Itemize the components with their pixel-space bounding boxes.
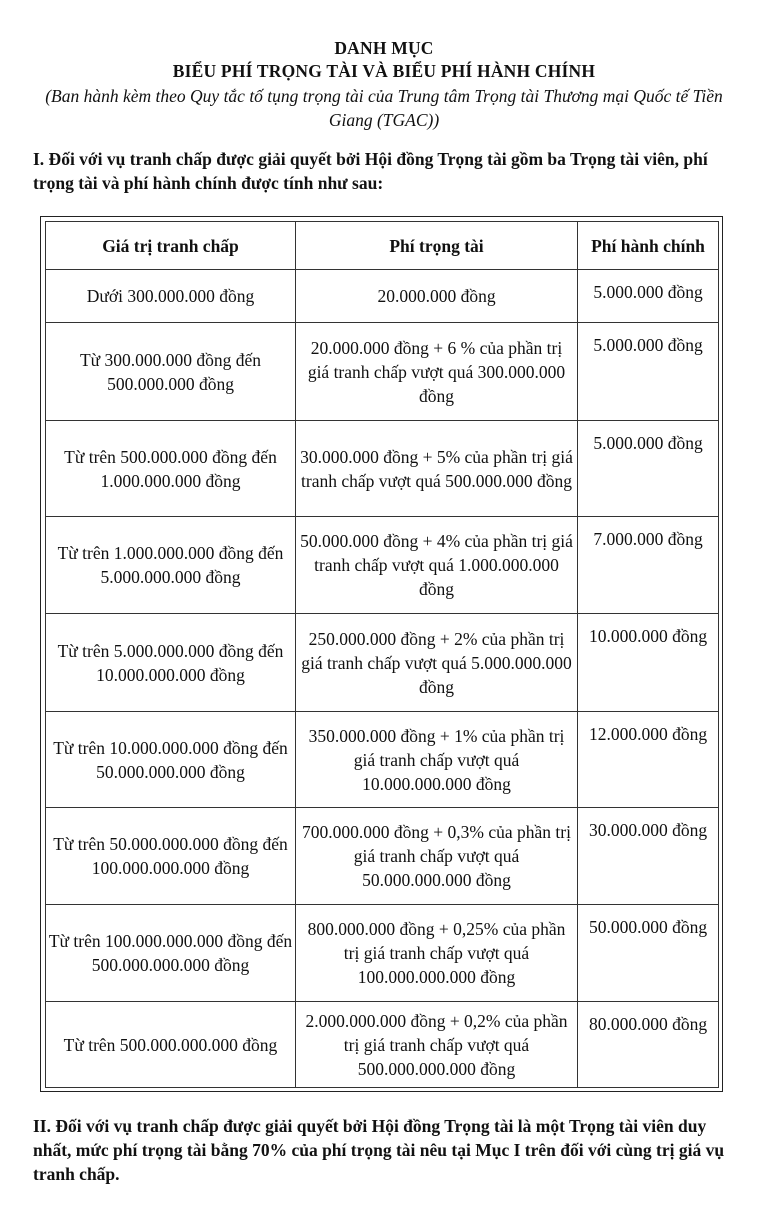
arbitration-fee-cell: 30.000.000 đồng + 5% của phần trị giá tranh chấp vượt quá 500.000.000 đồng: [296, 421, 578, 517]
dispute-value-cell: Từ trên 50.000.000.000 đồng đến 100.000.000.000 đồng: [46, 808, 296, 905]
dispute-value-cell: Từ trên 1.000.000.000 đồng đến 5.000.000.000 đồng: [46, 517, 296, 614]
admin-fee-cell: 10.000.000 đồng: [578, 614, 719, 712]
table-row: [46, 905, 719, 1002]
table-row: [46, 712, 719, 808]
admin-fee-cell: 30.000.000 đồng: [578, 808, 719, 905]
admin-fee-cell: 80.000.000 đồng: [578, 1002, 719, 1088]
table-row: [46, 614, 719, 712]
table-row: [46, 1002, 719, 1088]
arbitration-fee-cell: 2.000.000.000 đồng + 0,2% của phần trị giá tranh chấp vượt quá 500.000.000.000 đồng: [296, 1002, 578, 1088]
admin-fee-cell: 7.000.000 đồng: [578, 517, 719, 614]
dispute-value-cell: Từ trên 5.000.000.000 đồng đến 10.000.000.000 đồng: [46, 614, 296, 712]
column-header-arbitration-fee: Phí trọng tài: [296, 222, 578, 270]
document-issuance-note: (Ban hành kèm theo Quy tắc tố tụng trọng tài của Trung tâm Trọng tài Thương mại Quốc tế Tiền Giang (TGAC)): [45, 86, 723, 130]
admin-fee-cell: 50.000.000 đồng: [578, 905, 719, 1002]
dispute-value-cell: Từ 300.000.000 đồng đến 500.000.000 đồng: [46, 323, 296, 421]
admin-fee-cell: 5.000.000 đồng: [578, 421, 719, 517]
arbitration-fee-cell: 20.000.000 đồng + 6 % của phần trị giá tranh chấp vượt quá 300.000.000 đồng: [296, 323, 578, 421]
arbitration-fee-cell: 800.000.000 đồng + 0,25% của phần trị giá tranh chấp vượt quá 100.000.000.000 đồng: [296, 905, 578, 1002]
admin-fee-cell: 5.000.000 đồng: [578, 323, 719, 421]
fee-table: [45, 221, 719, 1088]
admin-fee-cell: 12.000.000 đồng: [578, 712, 719, 808]
column-header-dispute-value: Giá trị tranh chấp: [46, 222, 296, 270]
arbitration-fee-cell: 250.000.000 đồng + 2% của phần trị giá tranh chấp vượt quá 5.000.000.000 đồng: [296, 614, 578, 712]
table-row: [46, 323, 719, 421]
arbitration-fee-cell: 20.000.000 đồng: [296, 270, 578, 323]
dispute-value-cell: Từ trên 500.000.000 đồng đến 1.000.000.000 đồng: [46, 421, 296, 517]
section-2-text: II. Đối với vụ tranh chấp được giải quyết bởi Hội đồng Trọng tài là một Trọng tài viên duy nhất, mức phí trọng tài bằng 70% của phí trọng tài nêu tại Mục I trên đối với cùng trị giá vụ tranh chấp.: [33, 1116, 725, 1184]
table-row: [46, 421, 719, 517]
arbitration-fee-cell: 50.000.000 đồng + 4% của phần trị giá tranh chấp vượt quá 1.000.000.000 đồng: [296, 517, 578, 614]
dispute-value-cell: Từ trên 10.000.000.000 đồng đến 50.000.000.000 đồng: [46, 712, 296, 808]
fee-table-frame: [40, 216, 723, 1092]
table-header-row: [46, 222, 719, 270]
section-1-heading: I. Đối với vụ tranh chấp được giải quyết bởi Hội đồng Trọng tài gồm ba Trọng tài viên, phí trọng tài và phí hành chính được tính như sau:: [33, 149, 708, 193]
document-title: DANH MỤC: [334, 38, 434, 58]
dispute-value-cell: Từ trên 500.000.000.000 đồng: [46, 1002, 296, 1088]
table-row: [46, 808, 719, 905]
column-header-admin-fee: Phí hành chính: [578, 222, 719, 270]
dispute-value-cell: Dưới 300.000.000 đồng: [46, 270, 296, 323]
table-row: [46, 517, 719, 614]
arbitration-fee-cell: 350.000.000 đồng + 1% của phần trị giá tranh chấp vượt quá 10.000.000.000 đồng: [296, 712, 578, 808]
table-row: [46, 270, 719, 323]
arbitration-fee-cell: 700.000.000 đồng + 0,3% của phần trị giá tranh chấp vượt quá 50.000.000.000 đồng: [296, 808, 578, 905]
dispute-value-cell: Từ trên 100.000.000.000 đồng đến 500.000.000.000 đồng: [46, 905, 296, 1002]
admin-fee-cell: 5.000.000 đồng: [578, 270, 719, 323]
document-subject: BIỂU PHÍ TRỌNG TÀI VÀ BIỂU PHÍ HÀNH CHÍNH: [172, 61, 596, 81]
